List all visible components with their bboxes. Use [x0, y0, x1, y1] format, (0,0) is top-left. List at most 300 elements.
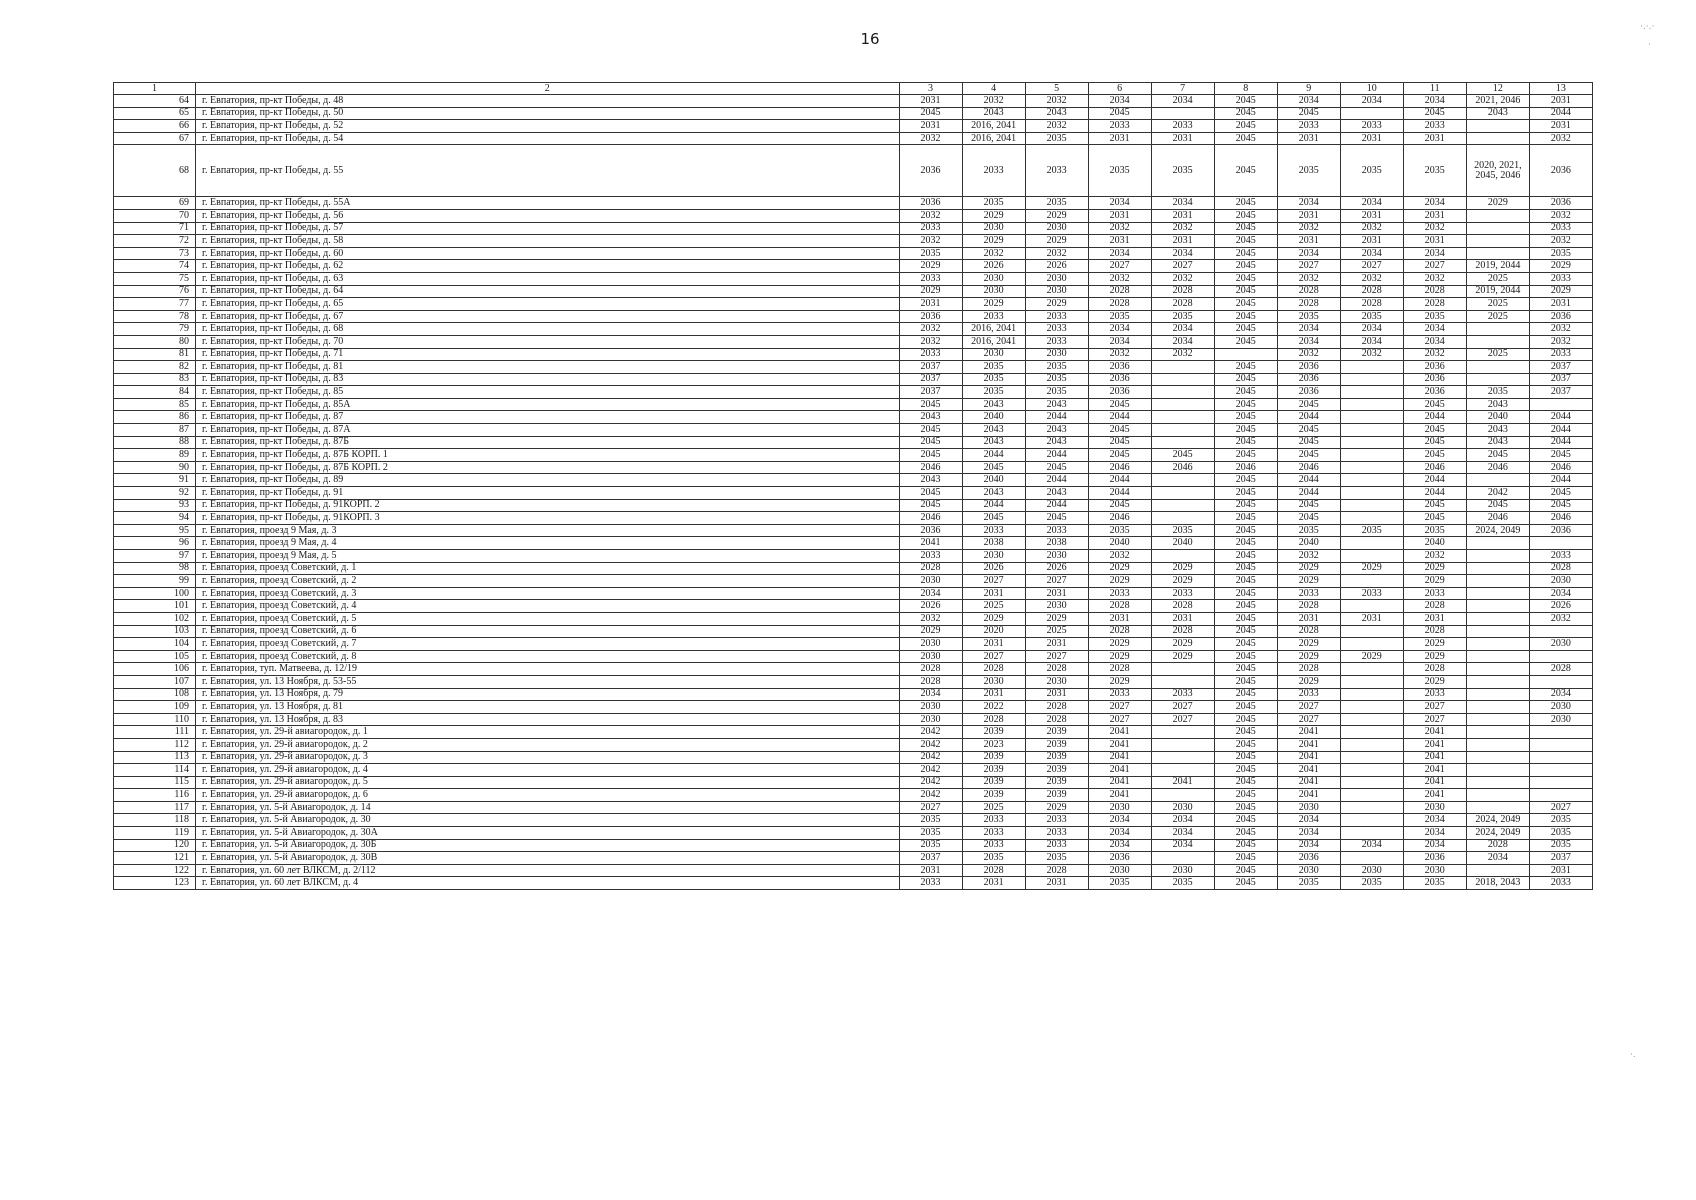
table-cell: 2045 — [1277, 436, 1340, 449]
table-cell: 2043 — [899, 474, 962, 487]
table-cell: 2045 — [1214, 512, 1277, 525]
table-cell — [1340, 738, 1403, 751]
table-cell: 2045 — [1214, 701, 1277, 714]
table-cell: 2025 — [962, 600, 1025, 613]
table-cell: 2031 — [1529, 298, 1592, 311]
table-cell: 2044 — [962, 449, 1025, 462]
table-cell: 2029 — [962, 209, 1025, 222]
table-cell — [1340, 461, 1403, 474]
table-cell: 2032 — [1277, 222, 1340, 235]
table-cell: 2034 — [1088, 323, 1151, 336]
table-cell: 2033 — [1277, 120, 1340, 133]
table-cell — [1151, 751, 1214, 764]
table-cell: 2031 — [962, 638, 1025, 651]
column-header: 3 — [899, 83, 962, 95]
table-cell: 2028 — [1088, 285, 1151, 298]
table-cell: 2045 — [1403, 398, 1466, 411]
table-cell: 2030 — [962, 285, 1025, 298]
table-cell: 120 — [114, 839, 196, 852]
column-header: 8 — [1214, 83, 1277, 95]
table-cell: 2037 — [899, 386, 962, 399]
table-cell: 2045 — [1214, 776, 1277, 789]
table-row — [114, 562, 1593, 575]
table-cell: 2034 — [1088, 839, 1151, 852]
table-cell: 2037 — [1529, 361, 1592, 374]
table-cell — [1466, 675, 1529, 688]
table-cell: 73 — [114, 247, 196, 260]
table-cell: г. Евпатория, ул. 13 Ноября, д. 81 — [196, 701, 899, 714]
table-cell — [1466, 550, 1529, 563]
table-cell: 2044 — [1529, 107, 1592, 120]
table-cell: 2032 — [962, 95, 1025, 108]
table-cell: г. Евпатория, ул. 13 Ноября, д. 79 — [196, 688, 899, 701]
table-cell: 2043 — [1025, 107, 1088, 120]
table-cell: 2034 — [1277, 323, 1340, 336]
table-cell: 115 — [114, 776, 196, 789]
table-cell — [1340, 814, 1403, 827]
table-cell: 2035 — [1340, 310, 1403, 323]
table-cell: 2030 — [899, 701, 962, 714]
table-cell: 2045 — [1403, 499, 1466, 512]
table-cell: г. Евпатория, ул. 60 лет ВЛКСМ, д. 4 — [196, 877, 899, 890]
table-cell — [1466, 751, 1529, 764]
table-cell — [1529, 675, 1592, 688]
table-cell: г. Евпатория, проезд Советский, д. 8 — [196, 650, 899, 663]
table-cell: 2045 — [1214, 625, 1277, 638]
table-cell: 2043 — [1025, 398, 1088, 411]
table-cell: г. Евпатория, ул. 5-й Авиагородок, д. 30А — [196, 827, 899, 840]
table-cell: 2032 — [1403, 550, 1466, 563]
table-cell: г. Евпатория, пр-кт Победы, д. 68 — [196, 323, 899, 336]
table-cell — [1529, 789, 1592, 802]
table-cell — [1466, 764, 1529, 777]
table-cell — [1340, 713, 1403, 726]
table-cell: 2045 — [1214, 814, 1277, 827]
table-cell: 105 — [114, 650, 196, 663]
table-cell: 2045 — [1214, 612, 1277, 625]
table-cell: 2044 — [1088, 411, 1151, 424]
table-cell — [1340, 726, 1403, 739]
table-cell: 2030 — [1340, 864, 1403, 877]
table-cell: 2032 — [899, 612, 962, 625]
table-cell: 2036 — [1403, 373, 1466, 386]
table-cell — [1340, 487, 1403, 500]
table-cell: 64 — [114, 95, 196, 108]
table-cell: 2045 — [1214, 132, 1277, 145]
table-cell: 2033 — [1277, 688, 1340, 701]
table-cell — [1466, 600, 1529, 613]
table-cell: 2041 — [1403, 764, 1466, 777]
table-cell: 2027 — [1151, 713, 1214, 726]
table-cell: 2028 — [1088, 600, 1151, 613]
table-cell: г. Евпатория, пр-кт Победы, д. 63 — [196, 272, 899, 285]
table-cell: 2045 — [1466, 499, 1529, 512]
table-cell: 65 — [114, 107, 196, 120]
table-cell: 2045 — [1277, 107, 1340, 120]
table-cell: 2035 — [1088, 310, 1151, 323]
table-cell: 2028 — [1025, 663, 1088, 676]
table-cell: 2032 — [1151, 272, 1214, 285]
table-row — [114, 612, 1593, 625]
table-cell: г. Евпатория, ул. 29-й авиагородок, д. 6 — [196, 789, 899, 802]
table-cell: г. Евпатория, проезд Советский, д. 3 — [196, 587, 899, 600]
table-cell: 2027 — [1277, 701, 1340, 714]
table-cell: 2041 — [1277, 776, 1340, 789]
table-cell: 2039 — [1025, 726, 1088, 739]
table-cell: 2019, 2044 — [1466, 260, 1529, 273]
table-cell: 103 — [114, 625, 196, 638]
table-cell: 2036 — [899, 524, 962, 537]
table-cell: 2027 — [1277, 713, 1340, 726]
table-cell: 2028 — [1025, 864, 1088, 877]
column-header: 11 — [1403, 83, 1466, 95]
table-cell: 2029 — [1277, 675, 1340, 688]
table-cell: 2030 — [1025, 550, 1088, 563]
column-header: 13 — [1529, 83, 1592, 95]
table-row — [114, 209, 1593, 222]
table-cell: 2025 — [962, 801, 1025, 814]
table-cell — [1466, 701, 1529, 714]
table-cell: г. Евпатория, проезд Советский, д. 4 — [196, 600, 899, 613]
table-cell — [1340, 575, 1403, 588]
table-cell: 2035 — [1088, 524, 1151, 537]
table-cell: 2033 — [1529, 877, 1592, 890]
table-cell: 2035 — [962, 373, 1025, 386]
table-cell: 2031 — [1151, 612, 1214, 625]
table-cell: 2030 — [1277, 864, 1340, 877]
table-cell: 2045 — [899, 487, 962, 500]
table-cell: 2039 — [1025, 789, 1088, 802]
table-cell: 2039 — [962, 751, 1025, 764]
table-cell: 2034 — [1340, 335, 1403, 348]
table-cell: 78 — [114, 310, 196, 323]
table-cell: 2035 — [1088, 877, 1151, 890]
table-cell: 2029 — [1403, 675, 1466, 688]
table-cell: 2045 — [1088, 449, 1151, 462]
table-cell: 2044 — [1277, 411, 1340, 424]
table-row — [114, 701, 1593, 714]
table-cell: 2044 — [1529, 474, 1592, 487]
table-cell — [1151, 436, 1214, 449]
table-cell: 2034 — [1088, 814, 1151, 827]
table-cell: 2031 — [1403, 612, 1466, 625]
table-cell — [1466, 789, 1529, 802]
table-cell: 2037 — [899, 852, 962, 865]
table-row — [114, 474, 1593, 487]
table-cell: 75 — [114, 272, 196, 285]
table-cell: 2027 — [1403, 713, 1466, 726]
table-cell — [1466, 222, 1529, 235]
table-cell: 2031 — [1025, 688, 1088, 701]
table-cell: 2016, 2041 — [962, 335, 1025, 348]
table-cell: 2035 — [1403, 145, 1466, 197]
table-cell: 2033 — [962, 310, 1025, 323]
table-cell: г. Евпатория, пр-кт Победы, д. 58 — [196, 235, 899, 248]
table-cell: 2033 — [1403, 587, 1466, 600]
table-cell: 2035 — [962, 852, 1025, 865]
table-cell: г. Евпатория, пр-кт Победы, д. 87А — [196, 424, 899, 437]
table-cell: 2045 — [1214, 335, 1277, 348]
table-cell: 2037 — [899, 361, 962, 374]
table-row — [114, 537, 1593, 550]
table-cell: 2045 — [1214, 852, 1277, 865]
table-cell: 2038 — [962, 537, 1025, 550]
table-cell: 2030 — [1025, 222, 1088, 235]
table-cell: 2022 — [962, 701, 1025, 714]
table-cell: 2032 — [1529, 132, 1592, 145]
table-cell: 2035 — [899, 839, 962, 852]
table-cell: 2032 — [1403, 222, 1466, 235]
table-cell: 2034 — [1151, 839, 1214, 852]
table-cell: 2027 — [1088, 701, 1151, 714]
table-cell: г. Евпатория, пр-кт Победы, д. 87Б КОРП. 2 — [196, 461, 899, 474]
table-cell: 2045 — [1466, 449, 1529, 462]
table-cell: г. Евпатория, пр-кт Победы, д. 81 — [196, 361, 899, 374]
table-cell: 2035 — [1277, 145, 1340, 197]
table-cell: 2045 — [1214, 247, 1277, 260]
table-cell: 2029 — [1151, 575, 1214, 588]
table-cell: 2043 — [1466, 398, 1529, 411]
table-cell: 2044 — [1529, 424, 1592, 437]
table-cell: 2032 — [1340, 348, 1403, 361]
table-cell: 2045 — [1214, 323, 1277, 336]
table-cell: 2041 — [1277, 726, 1340, 739]
table-cell: 2033 — [1151, 688, 1214, 701]
table-cell: 2036 — [1529, 310, 1592, 323]
table-cell — [1529, 625, 1592, 638]
table-cell: 2026 — [1529, 600, 1592, 613]
table-cell: 2030 — [1025, 285, 1088, 298]
table-cell: 80 — [114, 335, 196, 348]
table-cell — [1529, 776, 1592, 789]
table-row — [114, 726, 1593, 739]
table-cell — [1466, 537, 1529, 550]
table-cell: 2028 — [899, 663, 962, 676]
table-row — [114, 877, 1593, 890]
table-cell: 2028 — [1277, 663, 1340, 676]
table-cell: г. Евпатория, пр-кт Победы, д. 62 — [196, 260, 899, 273]
table-cell: 2040 — [962, 474, 1025, 487]
table-cell: 2033 — [1025, 839, 1088, 852]
table-cell — [1151, 852, 1214, 865]
table-cell: 2036 — [1403, 361, 1466, 374]
table-row — [114, 625, 1593, 638]
table-cell: 2035 — [1088, 145, 1151, 197]
table-cell: 2034 — [1403, 247, 1466, 260]
table-cell: 2034 — [1466, 852, 1529, 865]
table-cell: 2033 — [962, 839, 1025, 852]
table-cell: 2045 — [1214, 600, 1277, 613]
table-cell — [1340, 386, 1403, 399]
table-cell — [1340, 398, 1403, 411]
table-cell — [1466, 474, 1529, 487]
table-cell: 2041 — [1277, 738, 1340, 751]
table-row — [114, 411, 1593, 424]
table-cell: 2045 — [962, 461, 1025, 474]
table-cell: 2045 — [1277, 499, 1340, 512]
table-cell: 2045 — [1214, 487, 1277, 500]
table-cell — [1151, 386, 1214, 399]
table-cell: 2032 — [962, 247, 1025, 260]
table-cell: 2035 — [1025, 197, 1088, 210]
table-cell: 2036 — [1277, 386, 1340, 399]
table-cell: 2027 — [1340, 260, 1403, 273]
table-cell: г. Евпатория, ул. 5-й Авиагородок, д. 30Б — [196, 839, 899, 852]
table-cell: 2039 — [1025, 764, 1088, 777]
table-cell: 2034 — [1340, 323, 1403, 336]
column-header: 12 — [1466, 83, 1529, 95]
table-cell: 2028 — [1088, 298, 1151, 311]
table-cell: 2044 — [1025, 449, 1088, 462]
table-cell: 2042 — [899, 789, 962, 802]
table-cell: 2028 — [1088, 663, 1151, 676]
table-cell: 2034 — [899, 688, 962, 701]
table-cell: 2041 — [1088, 726, 1151, 739]
table-row — [114, 398, 1593, 411]
table-cell: 2041 — [1088, 751, 1151, 764]
table-cell: 67 — [114, 132, 196, 145]
table-cell: 2044 — [962, 499, 1025, 512]
table-cell: 2027 — [1025, 575, 1088, 588]
table-cell: 114 — [114, 764, 196, 777]
table-cell: 2024, 2049 — [1466, 524, 1529, 537]
table-cell: 2045 — [1529, 449, 1592, 462]
table-cell — [1340, 789, 1403, 802]
table-cell: 2035 — [1151, 877, 1214, 890]
table-cell: 2036 — [899, 197, 962, 210]
table-cell — [1340, 436, 1403, 449]
table-cell — [1340, 638, 1403, 651]
table-cell: 2030 — [1025, 348, 1088, 361]
table-cell: г. Евпатория, ул. 5-й Авиагородок, д. 30В — [196, 852, 899, 865]
table-cell: 2045 — [962, 512, 1025, 525]
table-cell: 2030 — [1088, 801, 1151, 814]
table-cell: 2034 — [1529, 587, 1592, 600]
table-cell — [1466, 713, 1529, 726]
table-cell: 102 — [114, 612, 196, 625]
table-cell: 2036 — [1529, 524, 1592, 537]
table-cell: 2036 — [1277, 852, 1340, 865]
table-cell: 2033 — [1403, 120, 1466, 133]
table-cell: 2030 — [1529, 575, 1592, 588]
table-cell: 2045 — [1214, 864, 1277, 877]
table-cell: 2033 — [1088, 688, 1151, 701]
table-cell — [1151, 726, 1214, 739]
table-cell: 2045 — [1214, 839, 1277, 852]
table-cell: 2029 — [899, 625, 962, 638]
table-cell: 2035 — [1403, 310, 1466, 323]
table-cell — [1466, 247, 1529, 260]
table-cell: 2031 — [1340, 235, 1403, 248]
table-cell: 2040 — [1277, 537, 1340, 550]
table-cell: 2034 — [1151, 95, 1214, 108]
table-cell: 2041 — [1088, 776, 1151, 789]
table-cell: 2034 — [1277, 827, 1340, 840]
table-cell: 2030 — [1151, 801, 1214, 814]
table-cell: 2034 — [1151, 335, 1214, 348]
table-cell: 2034 — [899, 587, 962, 600]
table-cell: 2045 — [1214, 361, 1277, 374]
table-cell: 2036 — [1088, 373, 1151, 386]
table-cell: 96 — [114, 537, 196, 550]
table-cell: 2029 — [1088, 562, 1151, 575]
column-header: 6 — [1088, 83, 1151, 95]
table-cell: 70 — [114, 209, 196, 222]
table-cell: 2027 — [1403, 260, 1466, 273]
table-cell — [1466, 625, 1529, 638]
table-cell: 2031 — [1088, 132, 1151, 145]
table-cell: г. Евпатория, ул. 29-й авиагородок, д. 4 — [196, 764, 899, 777]
table-cell: 2044 — [1529, 436, 1592, 449]
table-cell: 2029 — [1151, 650, 1214, 663]
table-cell: 2039 — [962, 726, 1025, 739]
table-cell — [1340, 663, 1403, 676]
table-cell: 2028 — [1403, 285, 1466, 298]
table-cell: г. Евпатория, пр-кт Победы, д. 48 — [196, 95, 899, 108]
table-cell: 2027 — [1151, 260, 1214, 273]
table-cell: 2031 — [1403, 209, 1466, 222]
table-cell: 2035 — [1025, 386, 1088, 399]
table-cell: 2039 — [1025, 738, 1088, 751]
table-cell: 2030 — [1277, 801, 1340, 814]
table-cell: 2024, 2049 — [1466, 827, 1529, 840]
table-cell — [1340, 701, 1403, 714]
table-row — [114, 197, 1593, 210]
table-row — [114, 132, 1593, 145]
table-cell: 2033 — [1025, 335, 1088, 348]
table-cell — [1340, 827, 1403, 840]
table-cell — [1151, 487, 1214, 500]
table-cell: 2045 — [899, 449, 962, 462]
table-cell: 2034 — [1403, 839, 1466, 852]
table-cell: 2045 — [1403, 512, 1466, 525]
table-cell — [1466, 373, 1529, 386]
table-cell: 2035 — [899, 827, 962, 840]
table-cell: 107 — [114, 675, 196, 688]
table-row — [114, 424, 1593, 437]
table-cell: 2046 — [1277, 461, 1340, 474]
table-cell: 2045 — [1277, 512, 1340, 525]
table-cell: 2034 — [1277, 839, 1340, 852]
table-cell: 2027 — [1151, 701, 1214, 714]
table-cell — [1340, 751, 1403, 764]
table-cell: 2045 — [1277, 398, 1340, 411]
table-cell — [1466, 335, 1529, 348]
table-cell: 2027 — [1403, 701, 1466, 714]
table-cell: 2034 — [1151, 814, 1214, 827]
table-cell: 2028 — [962, 663, 1025, 676]
table-cell: 2029 — [1403, 562, 1466, 575]
table-cell: 2034 — [1340, 839, 1403, 852]
table-cell: 2032 — [1277, 348, 1340, 361]
table-cell: 2035 — [1403, 877, 1466, 890]
table-cell: 2028 — [1151, 285, 1214, 298]
table-cell: 2031 — [1088, 612, 1151, 625]
table-cell: 2029 — [962, 298, 1025, 311]
table-cell: 2034 — [1277, 335, 1340, 348]
table-cell: 2033 — [962, 827, 1025, 840]
table-cell — [1340, 107, 1403, 120]
table-cell: г. Евпатория, пр-кт Победы, д. 89 — [196, 474, 899, 487]
table-cell: 2044 — [1088, 474, 1151, 487]
table-cell: 2045 — [1214, 107, 1277, 120]
table-cell: г. Евпатория, пр-кт Победы, д. 55 — [196, 145, 899, 197]
table-cell: 2045 — [1214, 562, 1277, 575]
table-cell: 2032 — [899, 335, 962, 348]
table-cell — [1466, 688, 1529, 701]
table-cell: 2030 — [899, 650, 962, 663]
table-cell: 2043 — [1466, 107, 1529, 120]
